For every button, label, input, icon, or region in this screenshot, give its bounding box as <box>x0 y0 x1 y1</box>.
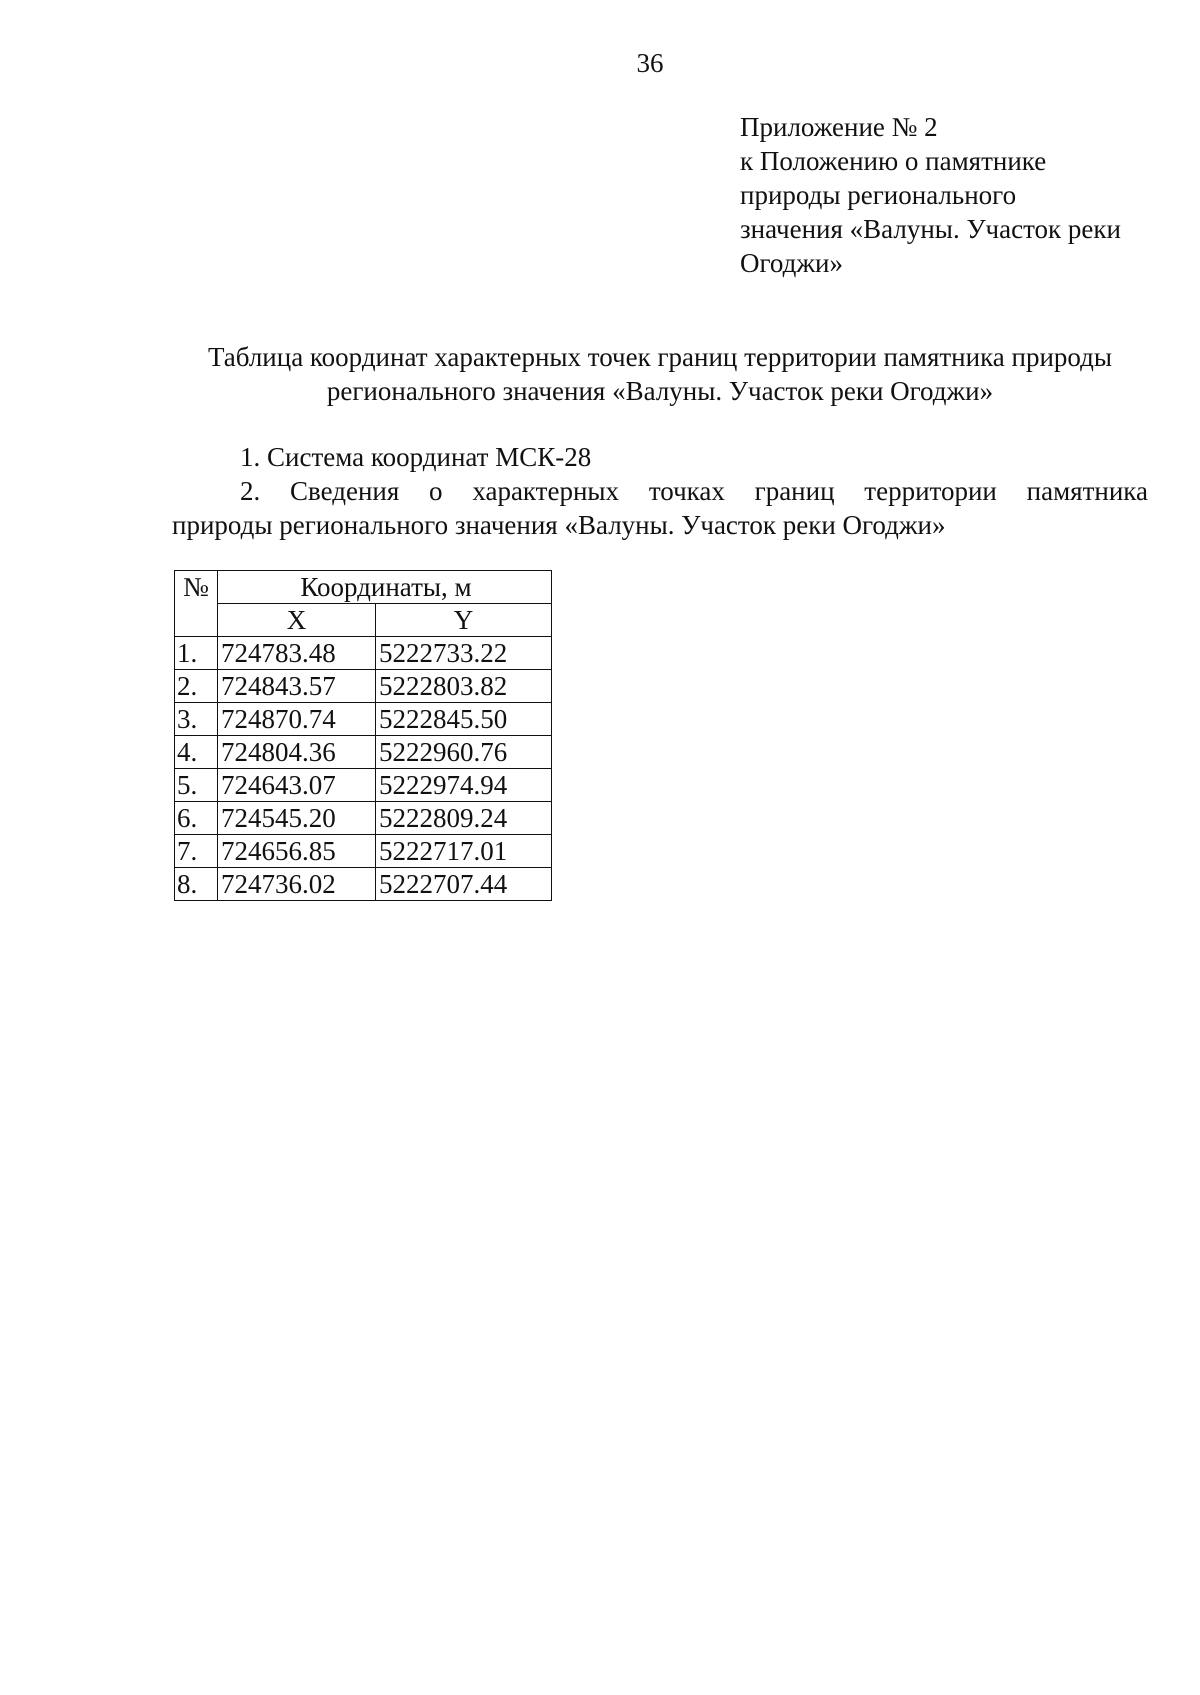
justified-word: территории <box>864 476 997 506</box>
x-coordinate-cell: 724843.57 <box>218 670 376 703</box>
table-row <box>175 835 552 868</box>
x-coordinate-cell: 724870.74 <box>218 703 376 736</box>
point-number-cell: 3. <box>175 703 218 736</box>
point-number-cell: 8. <box>175 868 218 901</box>
coordinates-group-header: Координаты, м <box>218 571 552 604</box>
appendix-line: Огоджи» <box>740 248 843 278</box>
appendix-line: Приложение № 2 <box>740 112 938 142</box>
y-coordinate-cell: 5222803.82 <box>376 670 552 703</box>
y-coordinate-cell: 5222707.44 <box>376 868 552 901</box>
x-coordinate-cell: 724656.85 <box>218 835 376 868</box>
x-coordinate-cell: 724545.20 <box>218 802 376 835</box>
appendix-line: природы регионального <box>740 180 1017 210</box>
y-coordinate-cell: 5222974.94 <box>376 769 552 802</box>
boundary-points-item-line-2: природы регионального значения «Валуны. Участок реки Огоджи» <box>172 510 946 540</box>
y-coordinate-cell: 5222733.22 <box>376 637 552 670</box>
point-number-cell: 2. <box>175 670 218 703</box>
number-column-header: № <box>175 571 218 637</box>
table-row <box>175 736 552 769</box>
justified-word: точках <box>648 476 725 506</box>
appendix-header <box>740 110 1160 280</box>
table-title-line-1: Таблица координат характерных точек границ территории памятника природы <box>207 342 1113 372</box>
justified-word: Сведения <box>290 476 400 506</box>
y-coordinate-cell: 5222960.76 <box>376 736 552 769</box>
x-coordinate-cell: 724643.07 <box>218 769 376 802</box>
table-row <box>175 769 552 802</box>
y-column-header: Y <box>376 604 552 637</box>
justified-word: границ <box>754 476 835 506</box>
page-number: 36 <box>636 48 664 78</box>
table-row <box>175 868 552 901</box>
table-title-line-2: регионального значения «Валуны. Участок реки Огоджи» <box>326 376 994 406</box>
x-coordinate-cell: 724783.48 <box>218 637 376 670</box>
table-header-row <box>175 571 552 604</box>
justified-word: характерных <box>472 476 620 506</box>
point-number-cell: 6. <box>175 802 218 835</box>
point-number-cell: 5. <box>175 769 218 802</box>
table-row <box>175 703 552 736</box>
justified-word: памятника <box>1026 476 1148 506</box>
y-coordinate-cell: 5222717.01 <box>376 835 552 868</box>
justified-word: 2. <box>240 476 261 506</box>
coordinates-table <box>174 570 552 901</box>
boundary-points-item <box>172 474 1148 542</box>
y-coordinate-cell: 5222809.24 <box>376 802 552 835</box>
table-subheader-row <box>175 604 552 637</box>
x-column-header: X <box>218 604 376 637</box>
x-coordinate-cell: 724804.36 <box>218 736 376 769</box>
point-number-cell: 1. <box>175 637 218 670</box>
x-coordinate-cell: 724736.02 <box>218 868 376 901</box>
coordinate-system-item: 1. Система координат МСК-28 <box>240 442 592 472</box>
table-row <box>175 670 552 703</box>
appendix-line: значения «Валуны. Участок реки <box>740 214 1121 244</box>
point-number-cell: 4. <box>175 736 218 769</box>
appendix-line: к Положению о памятнике <box>740 146 1047 176</box>
y-coordinate-cell: 5222845.50 <box>376 703 552 736</box>
table-title <box>160 340 1160 408</box>
boundary-points-item-line-1 <box>172 474 1148 508</box>
table-row <box>175 802 552 835</box>
table-row <box>175 637 552 670</box>
justified-word: о <box>429 476 443 506</box>
point-number-cell: 7. <box>175 835 218 868</box>
